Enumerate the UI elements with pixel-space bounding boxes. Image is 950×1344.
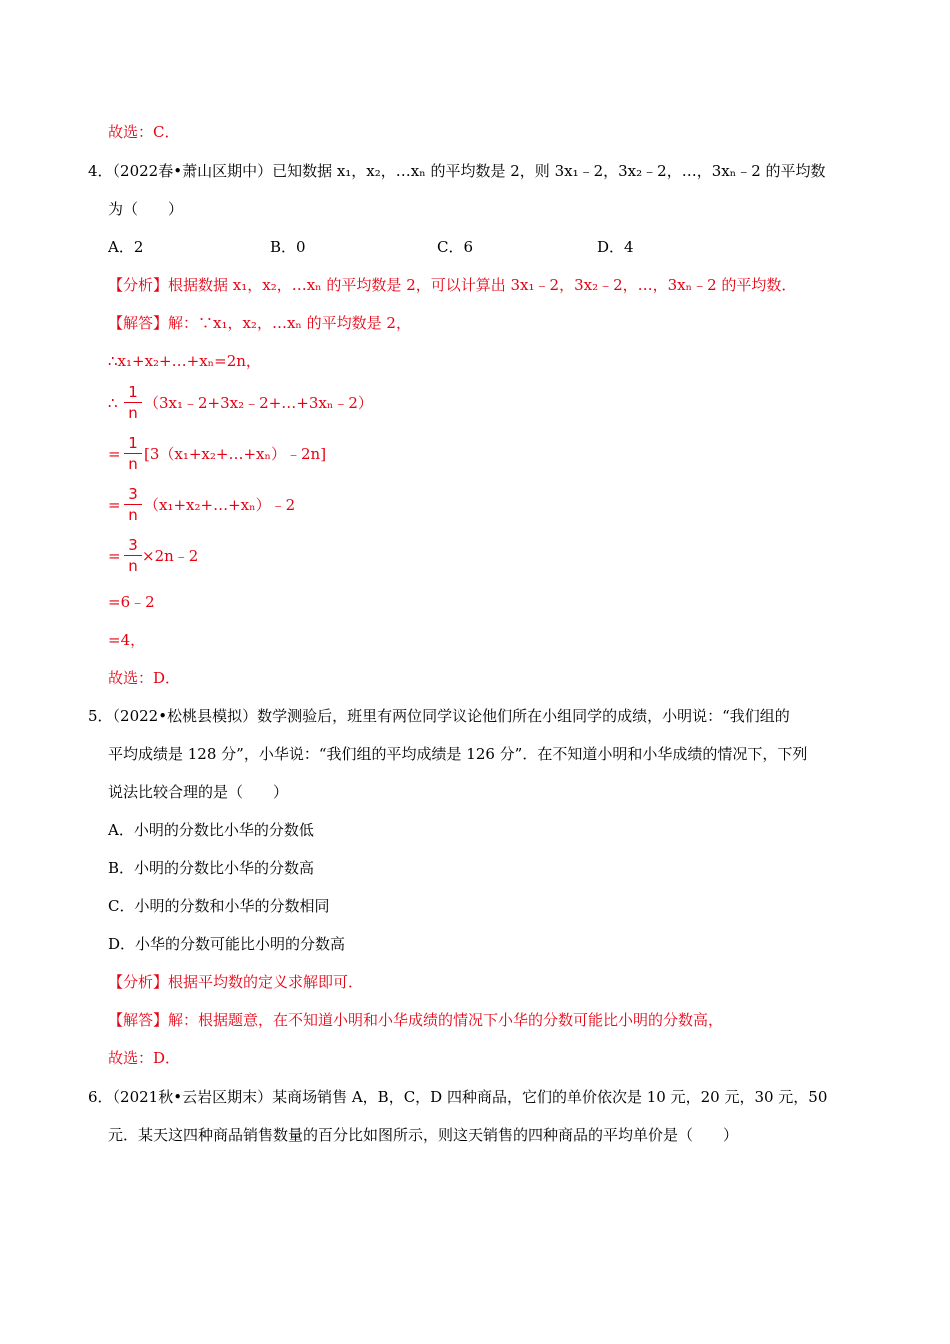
q4-stem-cont: 为（ ） (108, 200, 184, 218)
fraction-numerator: 3 (124, 536, 142, 556)
fraction-denominator: n (128, 557, 138, 575)
q4-expr-1: （3x₁﹣2+3x₂﹣2+…+3xₙ﹣2） (144, 394, 373, 412)
q4-analysis: 【分析】根据数据 x₁，x₂，…xₙ 的平均数是 2，可以计算出 3x₁﹣2，3x₂﹣2，…，3xₙ﹣2 的平均数． (108, 276, 797, 294)
q6-stem: 6．（2021秋•云岩区期末）某商场销售 A，B，C，D 四种商品，它们的单价依次是 10 元，20 元，30 元，50 (88, 1088, 828, 1106)
q5-option-c: C．小明的分数和小华的分数相同 (108, 897, 330, 915)
equals-sign: = (108, 547, 121, 565)
q5-stem: 5．（2022•松桃县模拟）数学测验后，班里有两位同学议论他们所在小组同学的成绩，小明说：“我们组的 (88, 707, 790, 725)
q4-solution-1: 【解答】解：∵x₁，x₂，…xₙ 的平均数是 2， (108, 314, 411, 332)
q5-option-d: D．小华的分数可能比小明的分数高 (108, 935, 346, 953)
fraction-3-over-n (124, 485, 142, 524)
q4-expr-2: [3（x₁+x₂+…+xₙ）﹣2n] (144, 445, 327, 463)
q4-answer: 故选：D． (108, 669, 181, 687)
q5-option-b: B．小明的分数比小华的分数高 (108, 859, 315, 877)
fraction-numerator: 1 (124, 383, 142, 403)
q3-answer: 故选：C． (108, 123, 180, 141)
fraction-denominator: n (128, 455, 138, 473)
equals-sign: = (108, 496, 121, 514)
fraction-3-over-n (124, 536, 142, 575)
fraction-denominator: n (128, 404, 138, 422)
q4-option-c: C．6 (437, 238, 474, 256)
q5-stem-cont-1: 平均成绩是 128 分”，小华说：“我们组的平均成绩是 126 分”．在不知道小明和小华成绩的情况下，下列 (108, 745, 808, 763)
fraction-denominator: n (128, 506, 138, 524)
fraction-1-over-n (124, 434, 142, 473)
q6-stem-cont: 元．某天这四种商品销售数量的百分比如图所示，则这天销售的四种商品的平均单价是（ ） (108, 1126, 739, 1144)
fraction-numerator: 1 (124, 434, 142, 454)
q4-option-d: D．4 (597, 238, 634, 256)
fraction-1-over-n (124, 383, 142, 422)
q5-solution: 【解答】解：根据题意，在不知道小明和小华成绩的情况下小华的分数可能比小明的分数高， (108, 1011, 724, 1029)
q4-expr-6: =4， (108, 631, 146, 649)
q4-option-b: B．0 (270, 238, 306, 256)
q4-expr-4: ×2n﹣2 (142, 547, 199, 565)
therefore-symbol: ∴ (108, 394, 118, 412)
q4-stem: 4．（2022春•萧山区期中）已知数据 x₁，x₂，…xₙ 的平均数是 2，则 3x₁﹣2，3x₂﹣2，…，3xₙ﹣2 的平均数 (88, 162, 826, 180)
q4-expr-5: =6﹣2 (108, 593, 155, 611)
q5-answer: 故选：D． (108, 1049, 181, 1067)
q5-stem-cont-2: 说法比较合理的是（ ） (108, 783, 289, 801)
equals-sign: = (108, 445, 121, 463)
q4-option-a: A．2 (108, 238, 144, 256)
fraction-numerator: 3 (124, 485, 142, 505)
q4-expr-3: （x₁+x₂+…+xₙ）﹣2 (144, 496, 296, 514)
q5-option-a: A．小明的分数比小华的分数低 (108, 821, 314, 839)
q5-analysis: 【分析】根据平均数的定义求解即可． (108, 973, 364, 991)
q4-solution-2: ∴x₁+x₂+…+xₙ=2n， (108, 352, 261, 370)
